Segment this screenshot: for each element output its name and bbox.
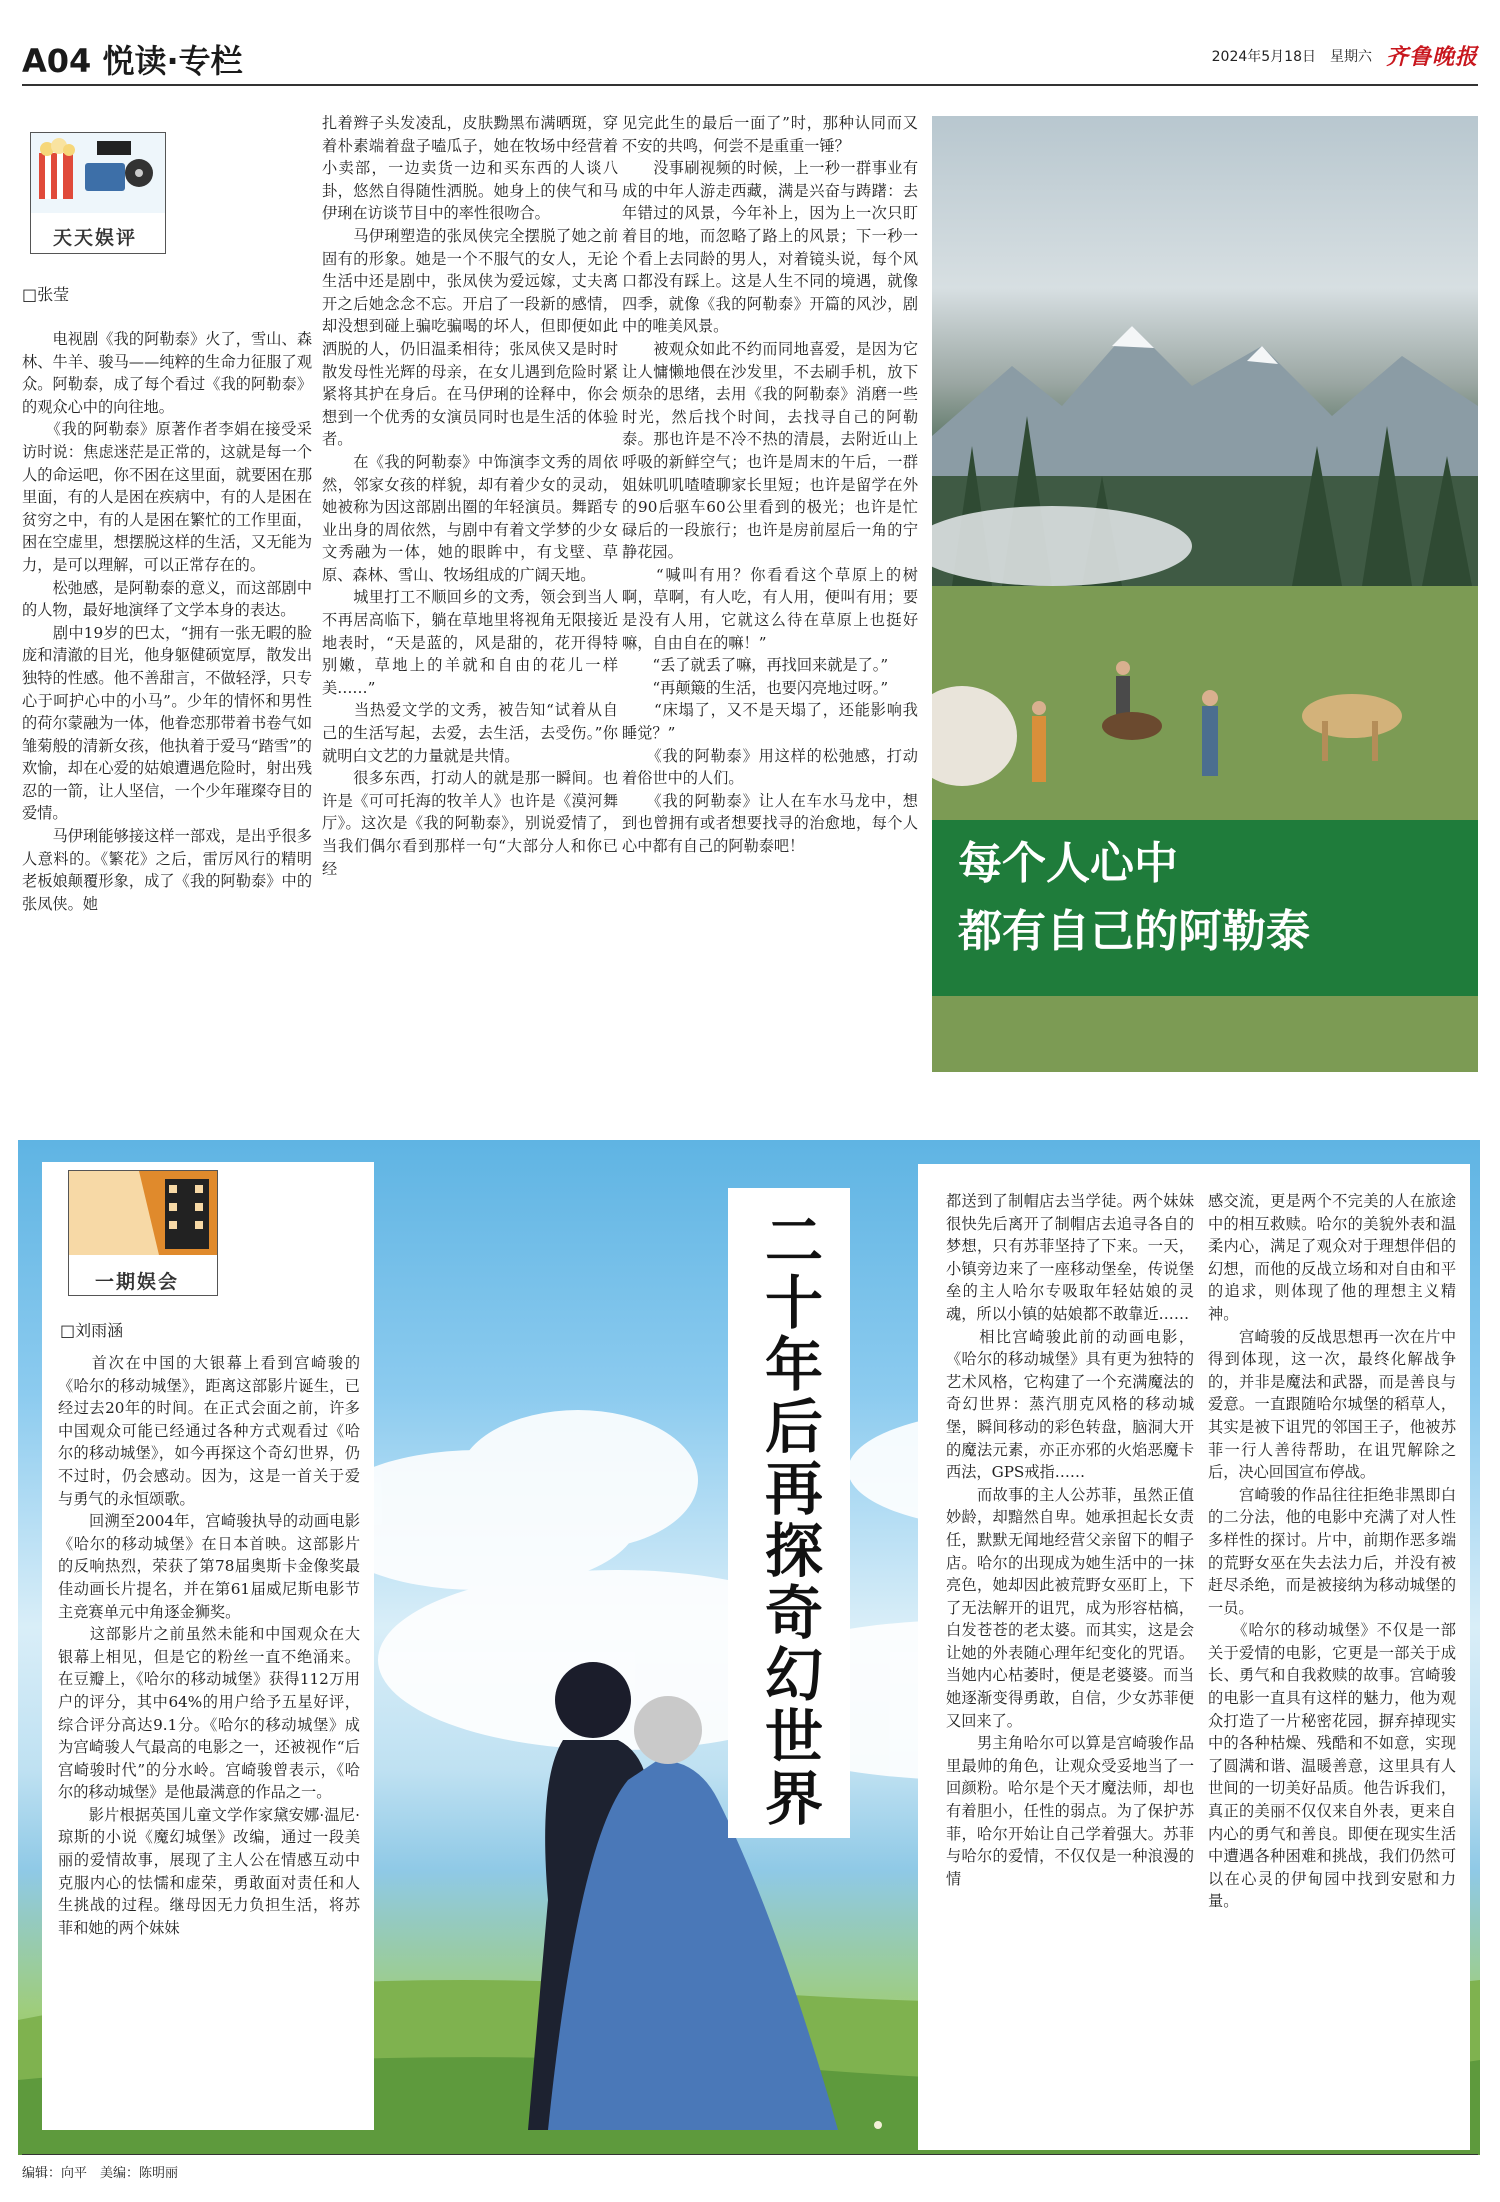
popcorn-film-icon bbox=[31, 133, 165, 213]
article2-headline: 二十年后再探奇幻世界 bbox=[755, 1210, 823, 1830]
issue-date: 2024年5月18日 bbox=[1211, 48, 1316, 65]
column-badge-2 bbox=[68, 1170, 218, 1296]
paper-logo: 齐鲁晚报 bbox=[1385, 44, 1478, 70]
article2-column-2: 都送到了制帽店去当学徒。两个妹妹很快先后离开了制帽店去追寻各自的梦想，只有苏菲坚持了下来。一天，小镇旁边来了一座移动堡垒，传说堡垒的主人哈尔专吸取年轻姑娘的灵魂，所以小镇的姑娘都不敢靠近…… 相比宫崎骏此前的动画电影，《哈尔的移动城堡》具有更为独特的艺术风格，它构建了一个充满魔法的奇幻世界：蒸汽朋克风格的移动城堡，瞬间移动的彩色转盘，脑洞大开的魔法元素，亦正亦邪的火焰恶魔卡西法，GPS戒指…… 而故事的主人公苏菲，虽然正值妙龄，却黯然自卑。她承担起长女责任，默默无闻地经营父亲留下的帽子店。哈尔的出现成为她生活中的一抹亮色，她却因此被荒野女巫盯上，下了无法解开的诅咒，成为形容枯槁，白发苍苍的老太婆。而其实，这是会让她的外表随心理年纪变化的咒语。当她内心枯萎时，便是老婆婆。而当她逐渐变得勇敢，自信，少女苏菲便又回来了。 男主角哈尔可以算是宫崎骏作品里最帅的角色，让观众受妥地当了一回颜粉。哈尔是个天才魔法师，却也有着胆小，任性的弱点。为了保护苏菲，哈尔开始让自己学着强大。苏菲与哈尔的爱情，不仅仅是一种浪漫的情 bbox=[946, 1192, 1194, 1888]
article1-column-3: 见完此生的最后一面了”时，那种认同而又不安的共鸣，何尝不是重重一锤？ 没事刷视频的时候，上一秒一群事业有成的中年人游走西藏，满是兴奋与踌躇：去年错过的风景，今年补上，因为上一次只盯着目的地，而忽略了路上的风景；下一秒一个看上去同龄的男人，对着镜头说，每个风口都没有踩上。这是人生不同的境遇，就像四季，就像《我的阿勒泰》开篇的风沙，剧中的唯美风景。 被观众如此不约而同地喜爱，是因为它让人慵懒地偎在沙发里，不去刷手机，放下烦杂的思绪，去用《我的阿勒泰》消磨一些时光，然后找个时间，去找寻自己的阿勒泰。那也许是不冷不热的清晨，去附近山上呼吸的新鲜空气；也许是周末的午后，一群姐妹叽叽喳喳聊家长里短；也许是留学在外的90后驱车60公里看到的极光；也许是忙碌后的一段旅行；也许是房前屋后一角的宁静花园。 “喊叫有用？你看看这个草原上的树啊，草啊，有人吃，有人用，便叫有用；要是没有人用，它就这么待在草原上也挺好嘛，自由自在的嘛！” “丢了就丢了嘛，再找回来就是了。” “再颠簸的生活，也要闪亮地过呀。” “床塌了，又不是天塌了，还能影响我睡觉？” 《我的阿勒泰》用这样的松弛感，打动着俗世中的人们。 《我的阿勒泰》让人在车水马龙中，想到也曾拥有或者想要找寻的治愈地，每个人心中都有自己的阿勒泰吧！ bbox=[622, 114, 918, 855]
masthead-right bbox=[1212, 40, 1478, 71]
column-title-1: 天天娱评 bbox=[53, 227, 138, 249]
article2-column-3: 感交流，更是两个不完美的人在旅途中的相互救赎。哈尔的美貌外表和温柔内心，满足了观众对于理想伴侣的幻想，而他的反战立场和对自由和平的追求，则体现了他的理想主义精神。 宫崎骏的反战思想再一次在片中得到体现，这一次，最终化解战争的，并非是魔法和武器，而是善良与爱意。一直跟随哈尔城堡的稻草人，其实是被下诅咒的邻国王子，他被苏菲一行人善待帮助，在诅咒解除之后，决心回国宣布停战。 宫崎骏的作品往往拒绝非黑即白的二分法，他的电影中充满了对人性多样性的探讨。片中，前期作恶多端的荒野女巫在失去法力后，并没有被赶尽杀绝，而是被接纳为移动城堡的一员。 《哈尔的移动城堡》不仅是一部关于爱情的电影，它更是一部关于成长、勇气和自我救赎的故事。宫崎骏的电影一直具有这样的魅力，他为观众打造了一片秘密花园，摒弃掉现实中的各种枯燥、残酷和不如意，实现了圆满和谐、温暖善意，这里具有人世间的一切美好品质。他告诉我们，真正的美丽不仅仅来自外表，更来自内心的勇气和善良。即便在现实生活中遭遇各种困难和挑战，我们仍然可以在心灵的伊甸园中找到安慰和力量。 bbox=[1208, 1192, 1456, 1911]
column-title-2: 一期娱会 bbox=[95, 1271, 180, 1293]
article2-column-1: 首次在中国的大银幕上看到宫崎骏的《哈尔的移动城堡》，距离这部影片诞生，已经过去20年的时间。在正式会面之前，许多中国观众可能已经通过各种方式观看过《哈尔的移动城堡》，如今再探这个奇幻世界，仍不过时，仍会感动。因为，这是一首关于爱与勇气的永恒颂歌。 回溯至2004年，宫崎骏执导的动画电影《哈尔的移动城堡》在日本首映。这部影片的反响热烈，荣获了第78届奥斯卡金像奖最佳动画长片提名，并在第61届威尼斯电影节主竞赛单元中角逐金狮奖。 这部影片之前虽然未能和中国观众在大银幕上相见，但是它的粉丝一直不绝涌来。在豆瓣上，《哈尔的移动城堡》获得112万用户的评分，其中64%的用户给予五星好评，综合评分高达9.1分。《哈尔的移动城堡》成为宫崎骏人气最高的电影之一，还被视作“后宫崎骏时代”的分水岭。宫崎骏曾表示，《哈尔的移动城堡》是他最满意的作品之一。 影片根据英国儿童文学作家黛安娜·温尼·琼斯的小说《魔幻城堡》改编，通过一段美丽的爱情故事，展现了主人公在情感互动中克服内心的怯懦和虚荣，勇敢面对责任和人生挑战的过程。继母因无力负担生活，将苏菲和她的两个妹妹 bbox=[58, 1354, 360, 1937]
column-badge-1 bbox=[30, 132, 166, 254]
article1-column-1: 电视剧《我的阿勒泰》火了，雪山、森林、牛羊、骏马——纯粹的生命力征服了观众。阿勒泰，成了每个看过《我的阿勒泰》的观众心中的向往地。 《我的阿勒泰》原著作者李娟在接受采访时说：焦虑迷茫是正常的，这就是每一个人的命运吧，你不困在这里面，就要困在那里面，有的人是困在疾病中，有的人是困在贫穷之中，有的人是困在繁忙的工作里面，困在空虚里，想摆脱这样的生活，又无能为力，是可以理解，可以正常存在的。 松弛感，是阿勒泰的意义，而这部剧中的人物，最好地演绎了文学本身的表达。 剧中19岁的巴太，“拥有一张无暇的脸庞和清澈的目光，他身躯健硕宽厚，散发出独特的性感。他不善甜言，不做轻浮，只专心于呵护心中的小马”。少年的情怀和男性的荷尔蒙融为一体，他眷恋那带着书卷气如雏菊般的清新女孩，他执着于爱马“踏雪”的欢愉，却在心爱的姑娘遭遇危险时，射出残忍的一箭，让人坚信，一个少年璀璨夺目的爱情。 马伊琍能够接这样一部戏，是出乎很多人意料的。《繁花》之后，雷厉风行的精明老板娘颠覆形象，成了《我的阿勒泰》中的张凤侠。她 bbox=[22, 330, 312, 913]
article1-headline: 每个人心中 都有自己的阿勒泰 bbox=[958, 838, 1310, 957]
author-byline-2: □刘雨涵 bbox=[60, 1321, 124, 1340]
article1-column-2: 扎着辫子头发凌乱，皮肤黝黑布满晒斑，穿着朴素端着盘子嗑瓜子，她在牧场中经营着小卖部，一边卖货一边和买东西的人谈八卦，悠然自得随性洒脱。她身上的侠气和马伊琍在访谈节目中的率性很吻合。 马伊琍塑造的张凤侠完全摆脱了她之前固有的形象。她是一个不服气的女人，无论生活中还是剧中，张凤侠为爱远嫁，丈夫离开之后她念念不忘。开启了一段新的感情，却没想到碰上骗吃骗喝的坏人，但即便如此洒脱的人，仍旧温柔相待；张凤侠又是时时散发母性光辉的母亲，在女儿遇到危险时紧紧将其护在身后。在马伊琍的诠释中，你会想到一个优秀的女演员同时也是生活的体验者。 在《我的阿勒泰》中饰演李文秀的周依然，邻家女孩的样貌，却有着少女的灵动，她被称为因这部剧出圈的年轻演员。舞蹈专业出身的周依然，与剧中有着文学梦的少女文秀融为一体，她的眼眸中，有戈壁、草原、森林、雪山、牧场组成的广阔天地。 城里打工不顺回乡的文秀，领会到当人不再居高临下，躺在草地里将视角无限接近地表时，“天是蓝的，风是甜的，花开得特别嫩，草地上的羊就和自由的花儿一样美……” 当热爱文学的文秀，被告知“试着从自己的生活写起，去爱，去生活，去受伤。”你就明白文艺的力量就是共情。 很多东西，打动人的就是那一瞬间。也许是《可可托海的牧羊人》也许是《漠河舞厅》。这次是《我的阿勒泰》，别说爱情了，当我们偶尔看到那样一句“大部分人和你已经 bbox=[322, 114, 618, 878]
issue-weekday: 星期六 bbox=[1329, 48, 1372, 65]
film-reel-icon bbox=[69, 1171, 217, 1255]
section-header: A04 悦读·专栏 bbox=[22, 42, 243, 80]
editor-credit: 编辑：向平 美编：陈明丽 bbox=[22, 2166, 179, 2181]
footer-rule bbox=[22, 2154, 1478, 2155]
header-rule bbox=[22, 84, 1478, 86]
article2-headline-box bbox=[728, 1188, 850, 1838]
author-byline-1: □张莹 bbox=[22, 285, 70, 304]
